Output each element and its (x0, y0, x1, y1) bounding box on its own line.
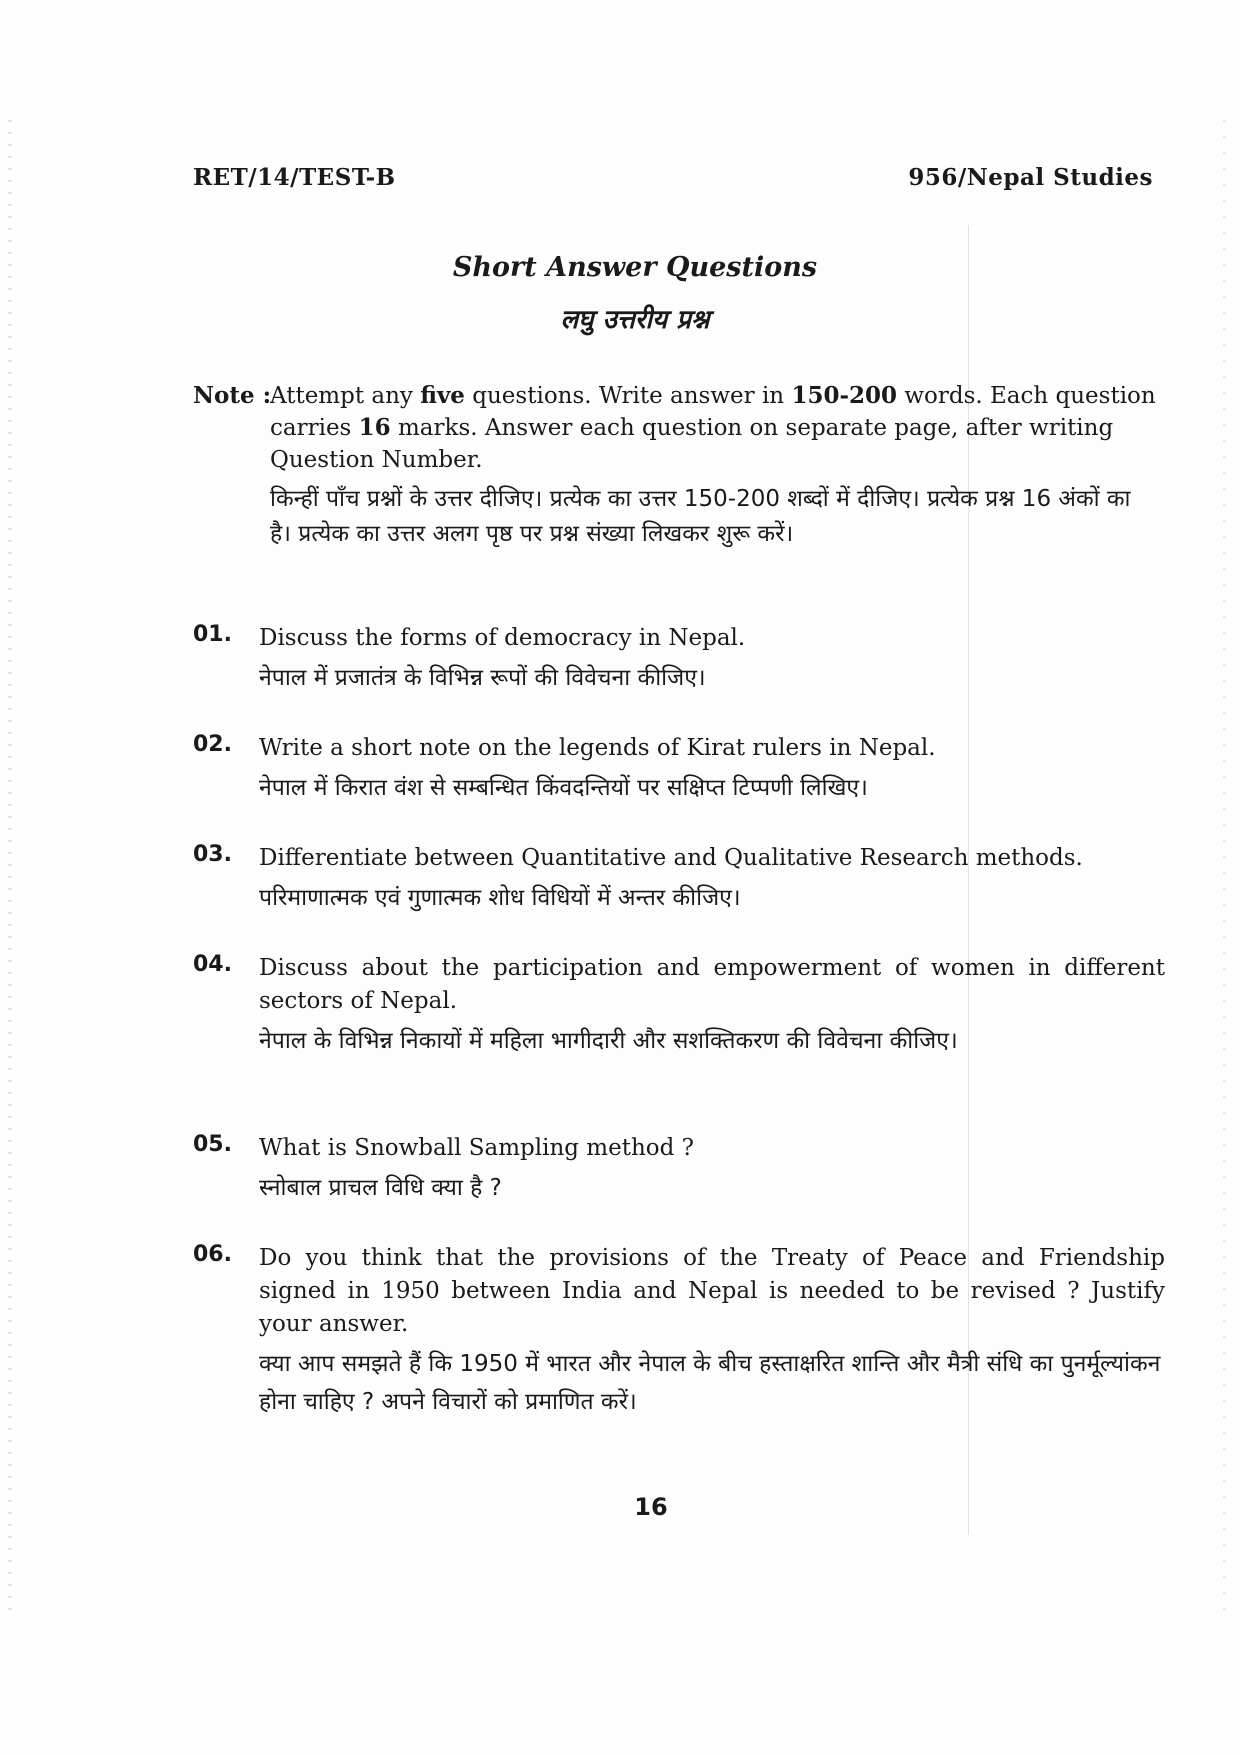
question-hindi: क्या आप समझते हैं कि 1950 में भारत और नेपाल के बीच हस्ताक्षरित शान्ति और मैत्री संधि का पुनर्मूल्यांकन होना चाहिए ? अपने विचारों को प्रमाणित करें। (259, 1351, 1161, 1415)
question-english: Do you think that the provisions of the Treaty of Peace and Friendship signed in 1950 between India and Nepal is needed to be revised ? Justify your answer. (259, 1245, 1165, 1337)
question-english: Write a short note on the legends of Kirat rulers in Nepal. (259, 735, 936, 761)
question-item (193, 952, 1165, 1060)
note-label: Note : (193, 382, 272, 409)
question-item (193, 622, 1165, 697)
subject-code: 956/Nepal Studies (908, 164, 1153, 191)
question-hindi: नेपाल में किरात वंश से सम्बन्धित किंवदन्तियों पर सक्षिप्त टिप्पणी लिखिए। (259, 775, 868, 801)
question-item (193, 1132, 1165, 1207)
question-item (193, 732, 1165, 807)
question-hindi: परिमाणात्मक एवं गुणात्मक शोध विधियों में अन्तर कीजिए। (259, 885, 741, 911)
instructions-note (193, 380, 1158, 552)
note-text: Attempt any (270, 383, 421, 409)
note-text: questions. Write answer in (464, 383, 792, 409)
question-hindi: नेपाल के विभिन्न निकायों में महिला भागीदारी और सशक्तिकरण की विवेचना कीजिए। (259, 1028, 958, 1054)
question-english: Discuss the forms of democracy in Nepal. (259, 625, 746, 651)
question-hindi: स्नोबाल प्राचल विधि क्या है ? (259, 1175, 502, 1201)
section-title: Short Answer Questions (452, 252, 818, 283)
note-emphasis: five (420, 382, 465, 409)
question-number: 01. (193, 622, 232, 647)
section-title-hindi: लघु उत्तरीय प्रश्न (560, 305, 710, 335)
question-english: What is Snowball Sampling method ? (259, 1135, 695, 1161)
note-text: marks. Answer each question on separate page, after writing Question Number. (270, 415, 1114, 473)
note-hindi: किन्हीं पाँच प्रश्नों के उत्तर दीजिए। प्रत्येक का उत्तर 150-200 शब्दों में दीजिए। प्रत्येक प्रश्न 16 अंकों का है। प्रत्येक का उत्तर अलग पृष्ठ पर प्रश्न संख्या लिखकर शुरू करें। (270, 486, 1131, 547)
scan-edge-right (1223, 120, 1226, 1620)
scan-edge-left (8, 120, 12, 1620)
question-number: 06. (193, 1242, 232, 1267)
note-english (270, 380, 1158, 476)
question-number: 03. (193, 842, 232, 867)
page-number: 16 (634, 1493, 668, 1521)
question-english: Discuss about the participation and empowerment of women in different sectors of Nepal. (259, 955, 1165, 1014)
question-number: 04. (193, 952, 232, 977)
question-item (193, 1242, 1165, 1421)
question-number: 05. (193, 1132, 232, 1157)
question-item (193, 842, 1165, 917)
question-english: Differentiate between Quantitative and Qualitative Research methods. (259, 845, 1083, 871)
question-hindi: नेपाल में प्रजातंत्र के विभिन्न रूपों की विवेचना कीजिए। (259, 665, 706, 691)
paper-code: RET/14/TEST-B (193, 164, 396, 191)
question-number: 02. (193, 732, 232, 757)
note-text: words. Each question carries (270, 383, 1156, 441)
note-emphasis: 150-200 (791, 382, 898, 409)
note-emphasis: 16 (358, 414, 391, 441)
